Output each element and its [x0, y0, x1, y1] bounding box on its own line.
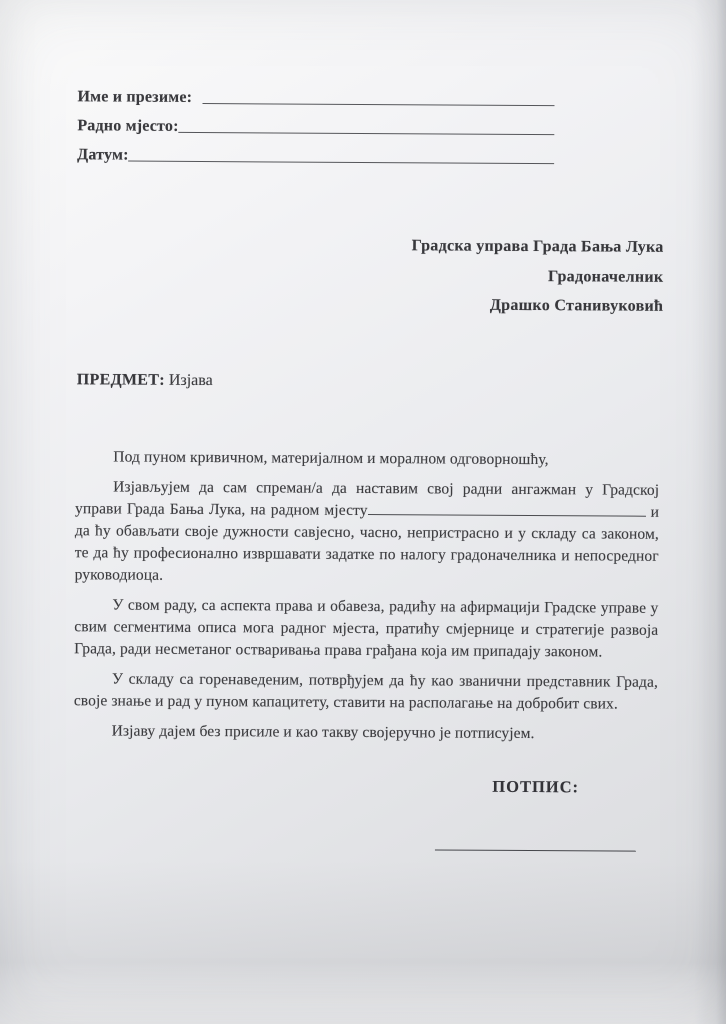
paragraph-confirmation: У складу са горенаведеним, потврђујем да ћу као званични представник Града, своје знање и рад у пуном капацитету, ставити на располагање на добробит свих. — [73, 670, 659, 713]
subject-value: Изјава — [168, 371, 213, 390]
document-body — [74, 446, 660, 754]
paragraph-work-commitment: У свом раду, са аспекта права и обавеза, радићу на афирмацији Градске управе у свим сегментима описа мога радног мјеста, пратићу смјернице и стратегије развоја Града, ради несметаног остваривања права грађана која им припадају законом. — [74, 596, 659, 661]
field-row-position — [77, 106, 554, 138]
paragraph-free-will: Изјаву дајем без присиле и као такву својеручно је потписујем. — [111, 722, 535, 743]
job-position-blank-line — [368, 502, 646, 517]
statement-text-after-blank: и да ћу обављати своје дужности савјесно, часно, непристрасно и у складу са законом, те да ћу професионално извршавати задатке по налогу градоначелника и непосредног руководиоца. — [74, 503, 660, 584]
subject-label: ПРЕДМЕТ: — [76, 371, 165, 389]
position-field-label: Радно мјесто: — [77, 117, 179, 135]
recipient-title: Градоначелник — [547, 267, 664, 286]
recipient-name: Драшко Станивуковић — [489, 296, 664, 315]
recipient-institution: Градска управа Града Бања Лука — [411, 237, 664, 256]
subject-line — [77, 371, 213, 390]
date-field-blank-line — [129, 161, 555, 165]
date-field-label: Датум: — [77, 146, 129, 164]
signature-label: ПОТПИС: — [492, 776, 580, 797]
paragraph-oath: Под пуном кривичном, материјалном и моралном одговорношћу, — [113, 448, 549, 469]
name-field-blank-line — [202, 103, 554, 106]
field-row-date — [77, 135, 554, 167]
statement-text-before-blank: Изјављујем да сам спреман/а да наставим свој радни ангажман у Градској управи Града Бања Лука, на радном мјесту — [74, 478, 660, 520]
recipient-block — [411, 231, 664, 321]
field-row-name — [77, 77, 554, 109]
identity-fields — [77, 77, 555, 167]
position-field-blank-line — [179, 132, 555, 135]
name-field-label: Име и презиме: — [77, 88, 193, 106]
signature-blank-line — [435, 849, 636, 851]
paragraph-statement — [75, 476, 660, 590]
